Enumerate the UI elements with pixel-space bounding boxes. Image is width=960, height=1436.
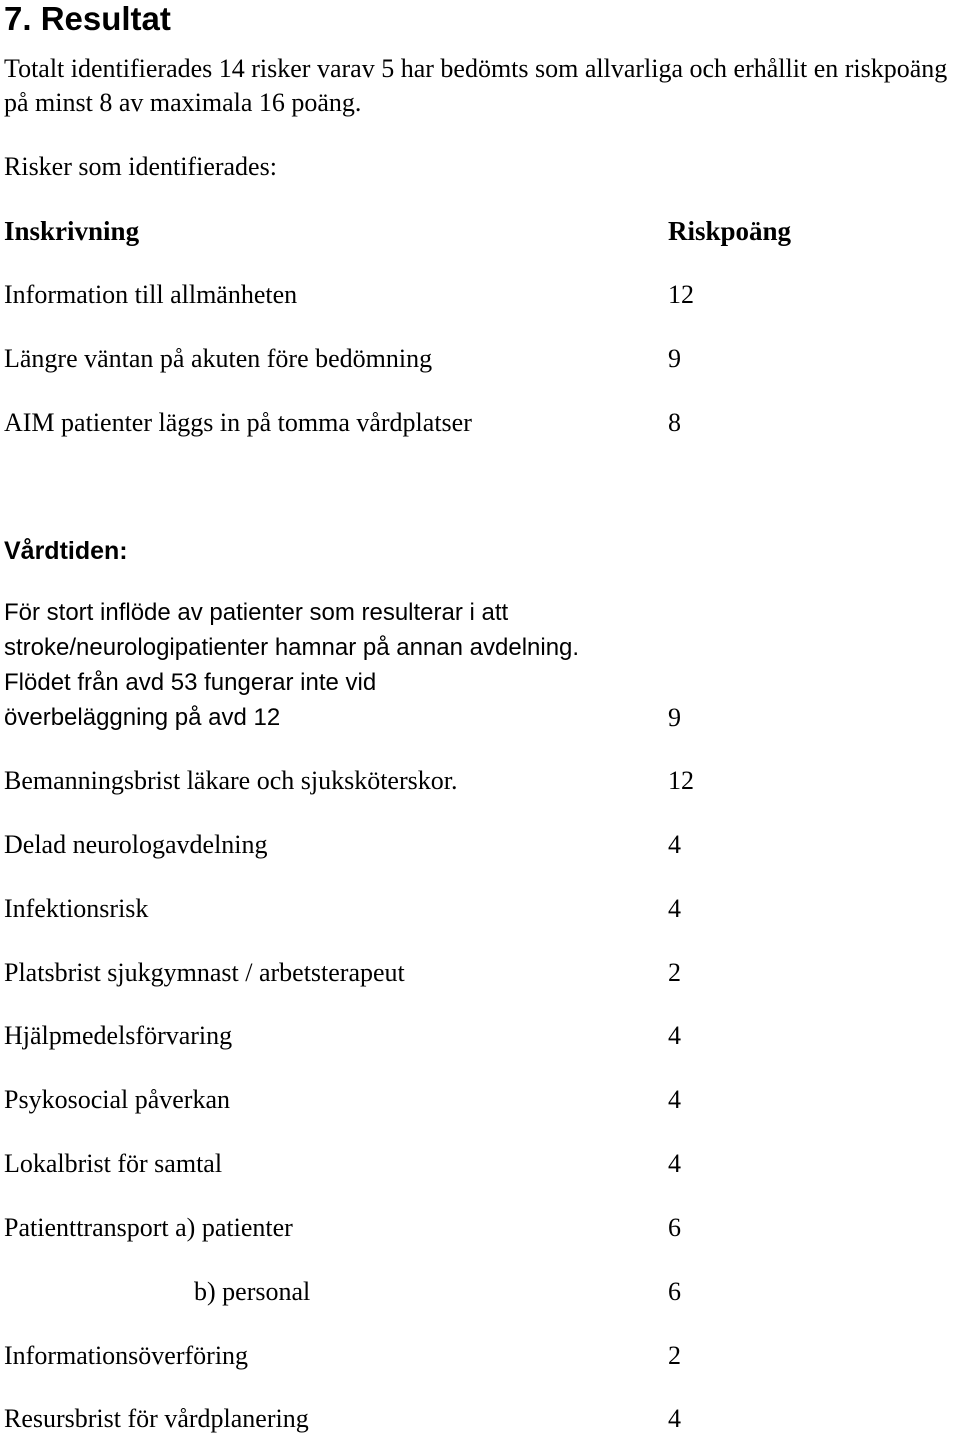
- risk-item-label: b) personal: [194, 1277, 311, 1306]
- risk-item-label: Information till allmänheten: [4, 280, 298, 309]
- risk-item-score: 9: [668, 703, 681, 732]
- risk-item-label: Infektionsrisk: [4, 894, 149, 923]
- risk-item-line: För stort inflöde av patienter som resulterar i att: [4, 599, 509, 626]
- risk-item-score: 12: [668, 766, 694, 795]
- riskpoang-heading: Riskpoäng: [668, 216, 792, 246]
- risk-item-score: 6: [668, 1213, 681, 1242]
- risks-heading: Risker som identifierades:: [4, 152, 277, 181]
- risk-item-label: Informationsöverföring: [4, 1341, 249, 1370]
- intro-paragraph: Totalt identifierades 14 risker varav 5 har bedömts som allvarliga och erhållit en riskpoäng på minst 8 av maximala 16 poäng.: [4, 54, 948, 117]
- risk-item-score: 6: [668, 1277, 681, 1306]
- risk-item-score: 9: [668, 344, 681, 373]
- risk-item-line: överbeläggning på avd 12: [4, 704, 281, 731]
- risk-item-label: Delad neurologavdelning: [4, 830, 268, 859]
- risk-item-label: Hjälpmedelsförvaring: [4, 1021, 233, 1050]
- risk-item-label: Lokalbrist för samtal: [4, 1149, 223, 1178]
- risk-item-score: 4: [668, 1404, 681, 1433]
- risk-item-line: stroke/neurologipatienter hamnar på annan avdelning.: [4, 634, 580, 661]
- inskrivning-heading: Inskrivning: [4, 216, 140, 246]
- risk-item-label: Resursbrist för vårdplanering: [4, 1404, 309, 1433]
- section-title: 7. Resultat: [4, 0, 171, 37]
- risk-item-label: Bemanningsbrist läkare och sjuksköterskor.: [4, 766, 458, 795]
- risk-item-score: 4: [668, 1085, 681, 1114]
- risk-item-score: 8: [668, 408, 681, 437]
- risk-item-label: Platsbrist sjukgymnast / arbetsterapeut: [4, 958, 405, 987]
- risk-item-score: 4: [668, 1149, 681, 1178]
- risk-item-score: 12: [668, 280, 694, 309]
- risk-item-label: AIM patienter läggs in på tomma vårdplatser: [4, 408, 472, 437]
- vardtiden-heading: Vårdtiden:: [4, 537, 128, 565]
- risk-item-label: Längre väntan på akuten före bedömning: [4, 344, 433, 373]
- risk-item-line: Flödet från avd 53 fungerar inte vid: [4, 669, 377, 696]
- risk-item-label: Patienttransport a) patienter: [4, 1213, 293, 1242]
- risk-item-score: 2: [668, 1341, 681, 1370]
- risk-item-label: Psykosocial påverkan: [4, 1085, 231, 1114]
- risk-item-score: 4: [668, 830, 681, 859]
- risk-item-score: 4: [668, 894, 681, 923]
- risk-item-score: 4: [668, 1021, 681, 1050]
- risk-item-score: 2: [668, 958, 681, 987]
